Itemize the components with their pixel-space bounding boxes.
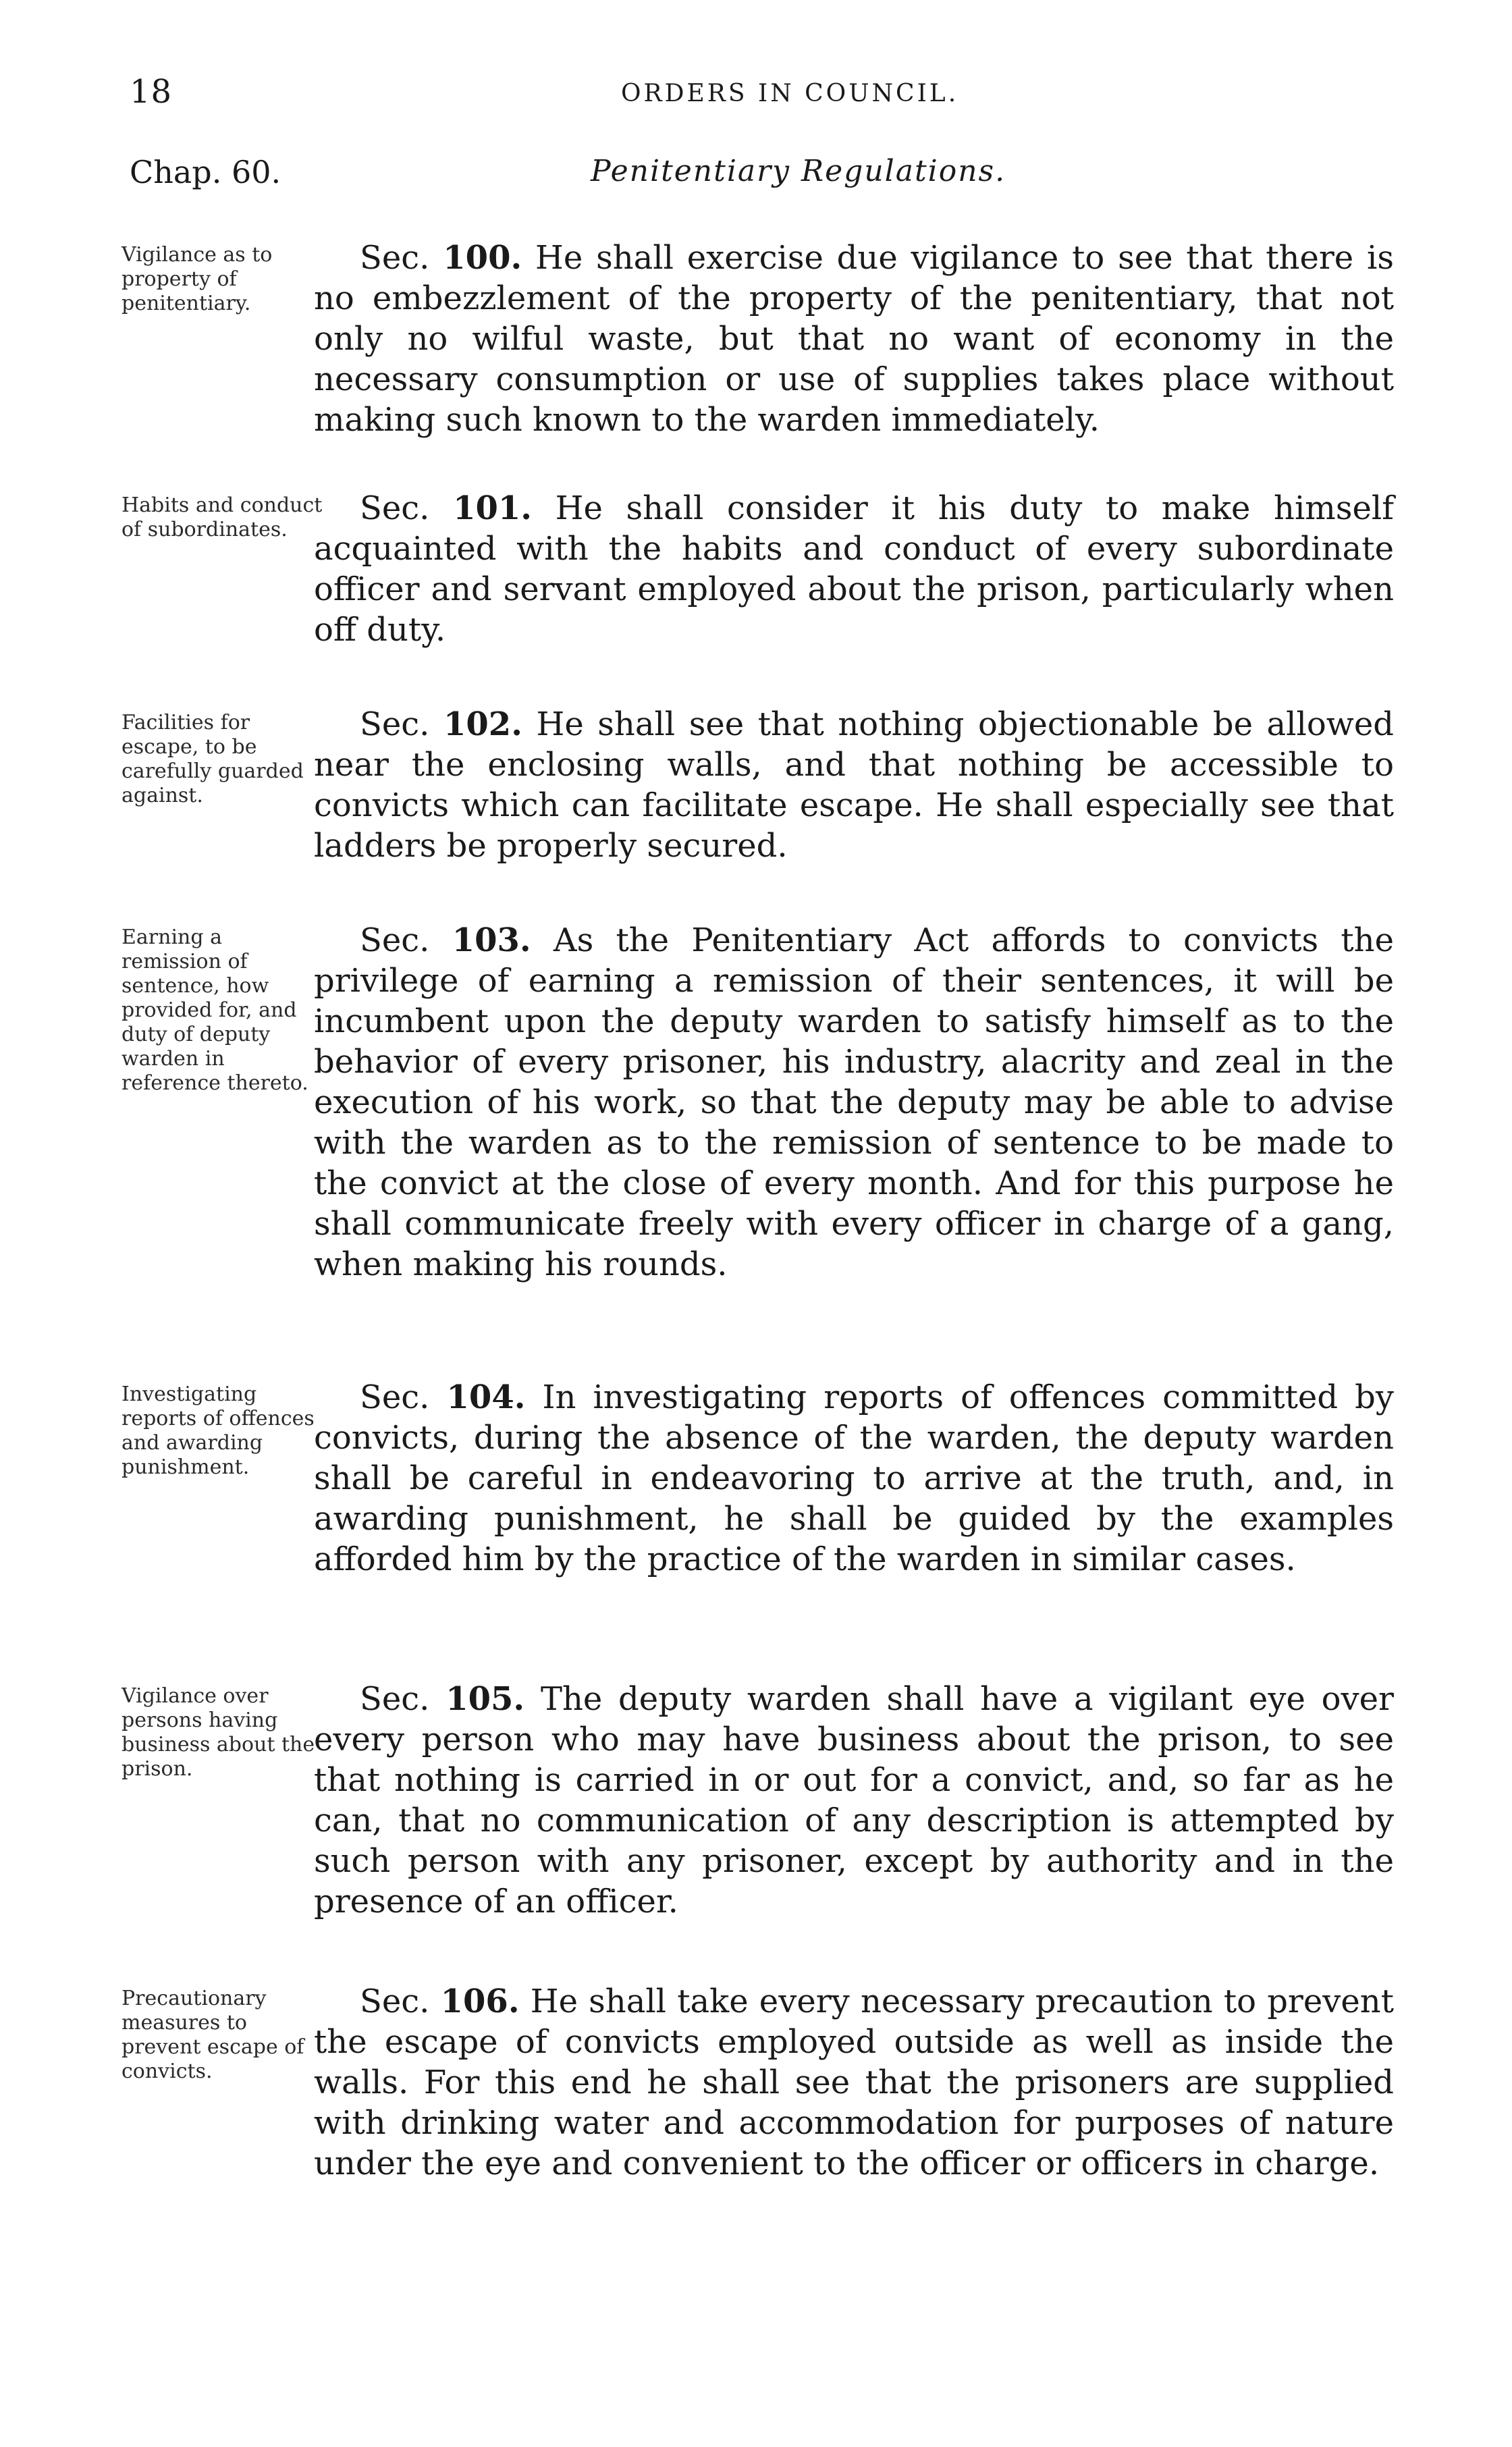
margin-note: Precautionary measures to prevent escape of convicts. — [122, 1987, 304, 2083]
section-number: 100. — [443, 239, 522, 277]
section-label: Sec. — [360, 1680, 430, 1718]
section-number: 101. — [453, 489, 532, 527]
section-label: Sec. — [360, 489, 430, 527]
section-text: He shall see that nothing objectionable be allowed near the enclosing walls, and that nothing be accessible to convicts which can facilitate escape. He shall especially see that ladders be properly secured. — [314, 705, 1394, 865]
margin-note: Facilities for escape, to be carefully guarded against. — [122, 711, 304, 807]
section-body — [314, 488, 1394, 650]
section-label: Sec. — [360, 921, 430, 959]
margin-note: Earning a remission of sentence, how provided for, and duty of deputy warden in reference thereto. — [122, 925, 308, 1095]
section-number: 103. — [452, 921, 531, 959]
section-number: 102. — [443, 705, 522, 743]
section-number: 105. — [446, 1680, 525, 1718]
section-text: He shall exercise due vigilance to see that there is no embezzlement of the property of the penitentiary, that not only no wilful waste, but that no want of economy in the necessary consumption or use of supplies takes place without making such known to the warden immediately. — [314, 239, 1395, 439]
section-subtitle: Penitentiary Regulations. — [591, 154, 1006, 188]
section-body — [314, 1679, 1394, 1922]
section-text: The deputy warden shall have a vigilant eye over every person who may have business about the prison, to see that nothing is carried in or out for a convict, and, so far as he can, that no communication of any description is attempted by such person with any prisoner, except by authority and in the presence of an officer. — [314, 1680, 1395, 1920]
section-label: Sec. — [360, 705, 430, 743]
section-number: 106. — [440, 1983, 520, 2020]
margin-note: Habits and conduct of subordinates. — [122, 493, 323, 541]
section-body — [314, 238, 1394, 440]
section-body — [314, 1377, 1394, 1580]
section-number: 104. — [446, 1378, 526, 1416]
section-label: Sec. — [360, 1983, 430, 2020]
section-text: In investigating reports of offences committed by convicts, during the absence of the warden, the deputy warden shall be careful in endeavoring to arrive at the truth, and, in awarding punishment, he shall be guided by the examples afforded him by the practice of the warden in similar cases. — [314, 1378, 1394, 1578]
section-body — [314, 704, 1394, 866]
running-title: ORDERS IN COUNCIL. — [621, 80, 959, 107]
chapter-label: Chap. 60. — [130, 154, 281, 190]
margin-note: Vigilance as to property of penitentiary. — [122, 243, 273, 315]
section-text: He shall consider it his duty to make himself acquainted with the habits and conduct of every subordinate officer and servant employed about the prison, particularly when off duty. — [314, 489, 1394, 649]
margin-note: Vigilance over persons having business about the prison. — [122, 1684, 315, 1781]
page-number: 18 — [130, 73, 173, 111]
margin-note: Investigating reports of offences and awarding punishment. — [122, 1382, 315, 1479]
section-body — [314, 1981, 1394, 2184]
section-body — [314, 920, 1394, 1285]
section-text: As the Penitentiary Act affords to convicts the privilege of earning a remission of their sentences, it will be incumbent upon the deputy warden to satisfy himself as to the behavior of every prisoner, his industry, alacrity and zeal in the execution of his work, so that the deputy may be able to advise with the warden as to the remission of sentence to be made to the convict at the close of every month. And for this purpose he shall communicate freely with every officer in charge of a gang, when making his rounds. — [314, 921, 1394, 1283]
section-text: He shall take every necessary precaution to prevent the escape of convicts employed outside as well as inside the walls. For this end he shall see that the prisoners are supplied with drinking water and accommodation for purposes of nature under the eye and convenient to the officer or officers in charge. — [314, 1983, 1394, 2182]
section-label: Sec. — [360, 1378, 430, 1416]
section-label: Sec. — [360, 239, 430, 277]
